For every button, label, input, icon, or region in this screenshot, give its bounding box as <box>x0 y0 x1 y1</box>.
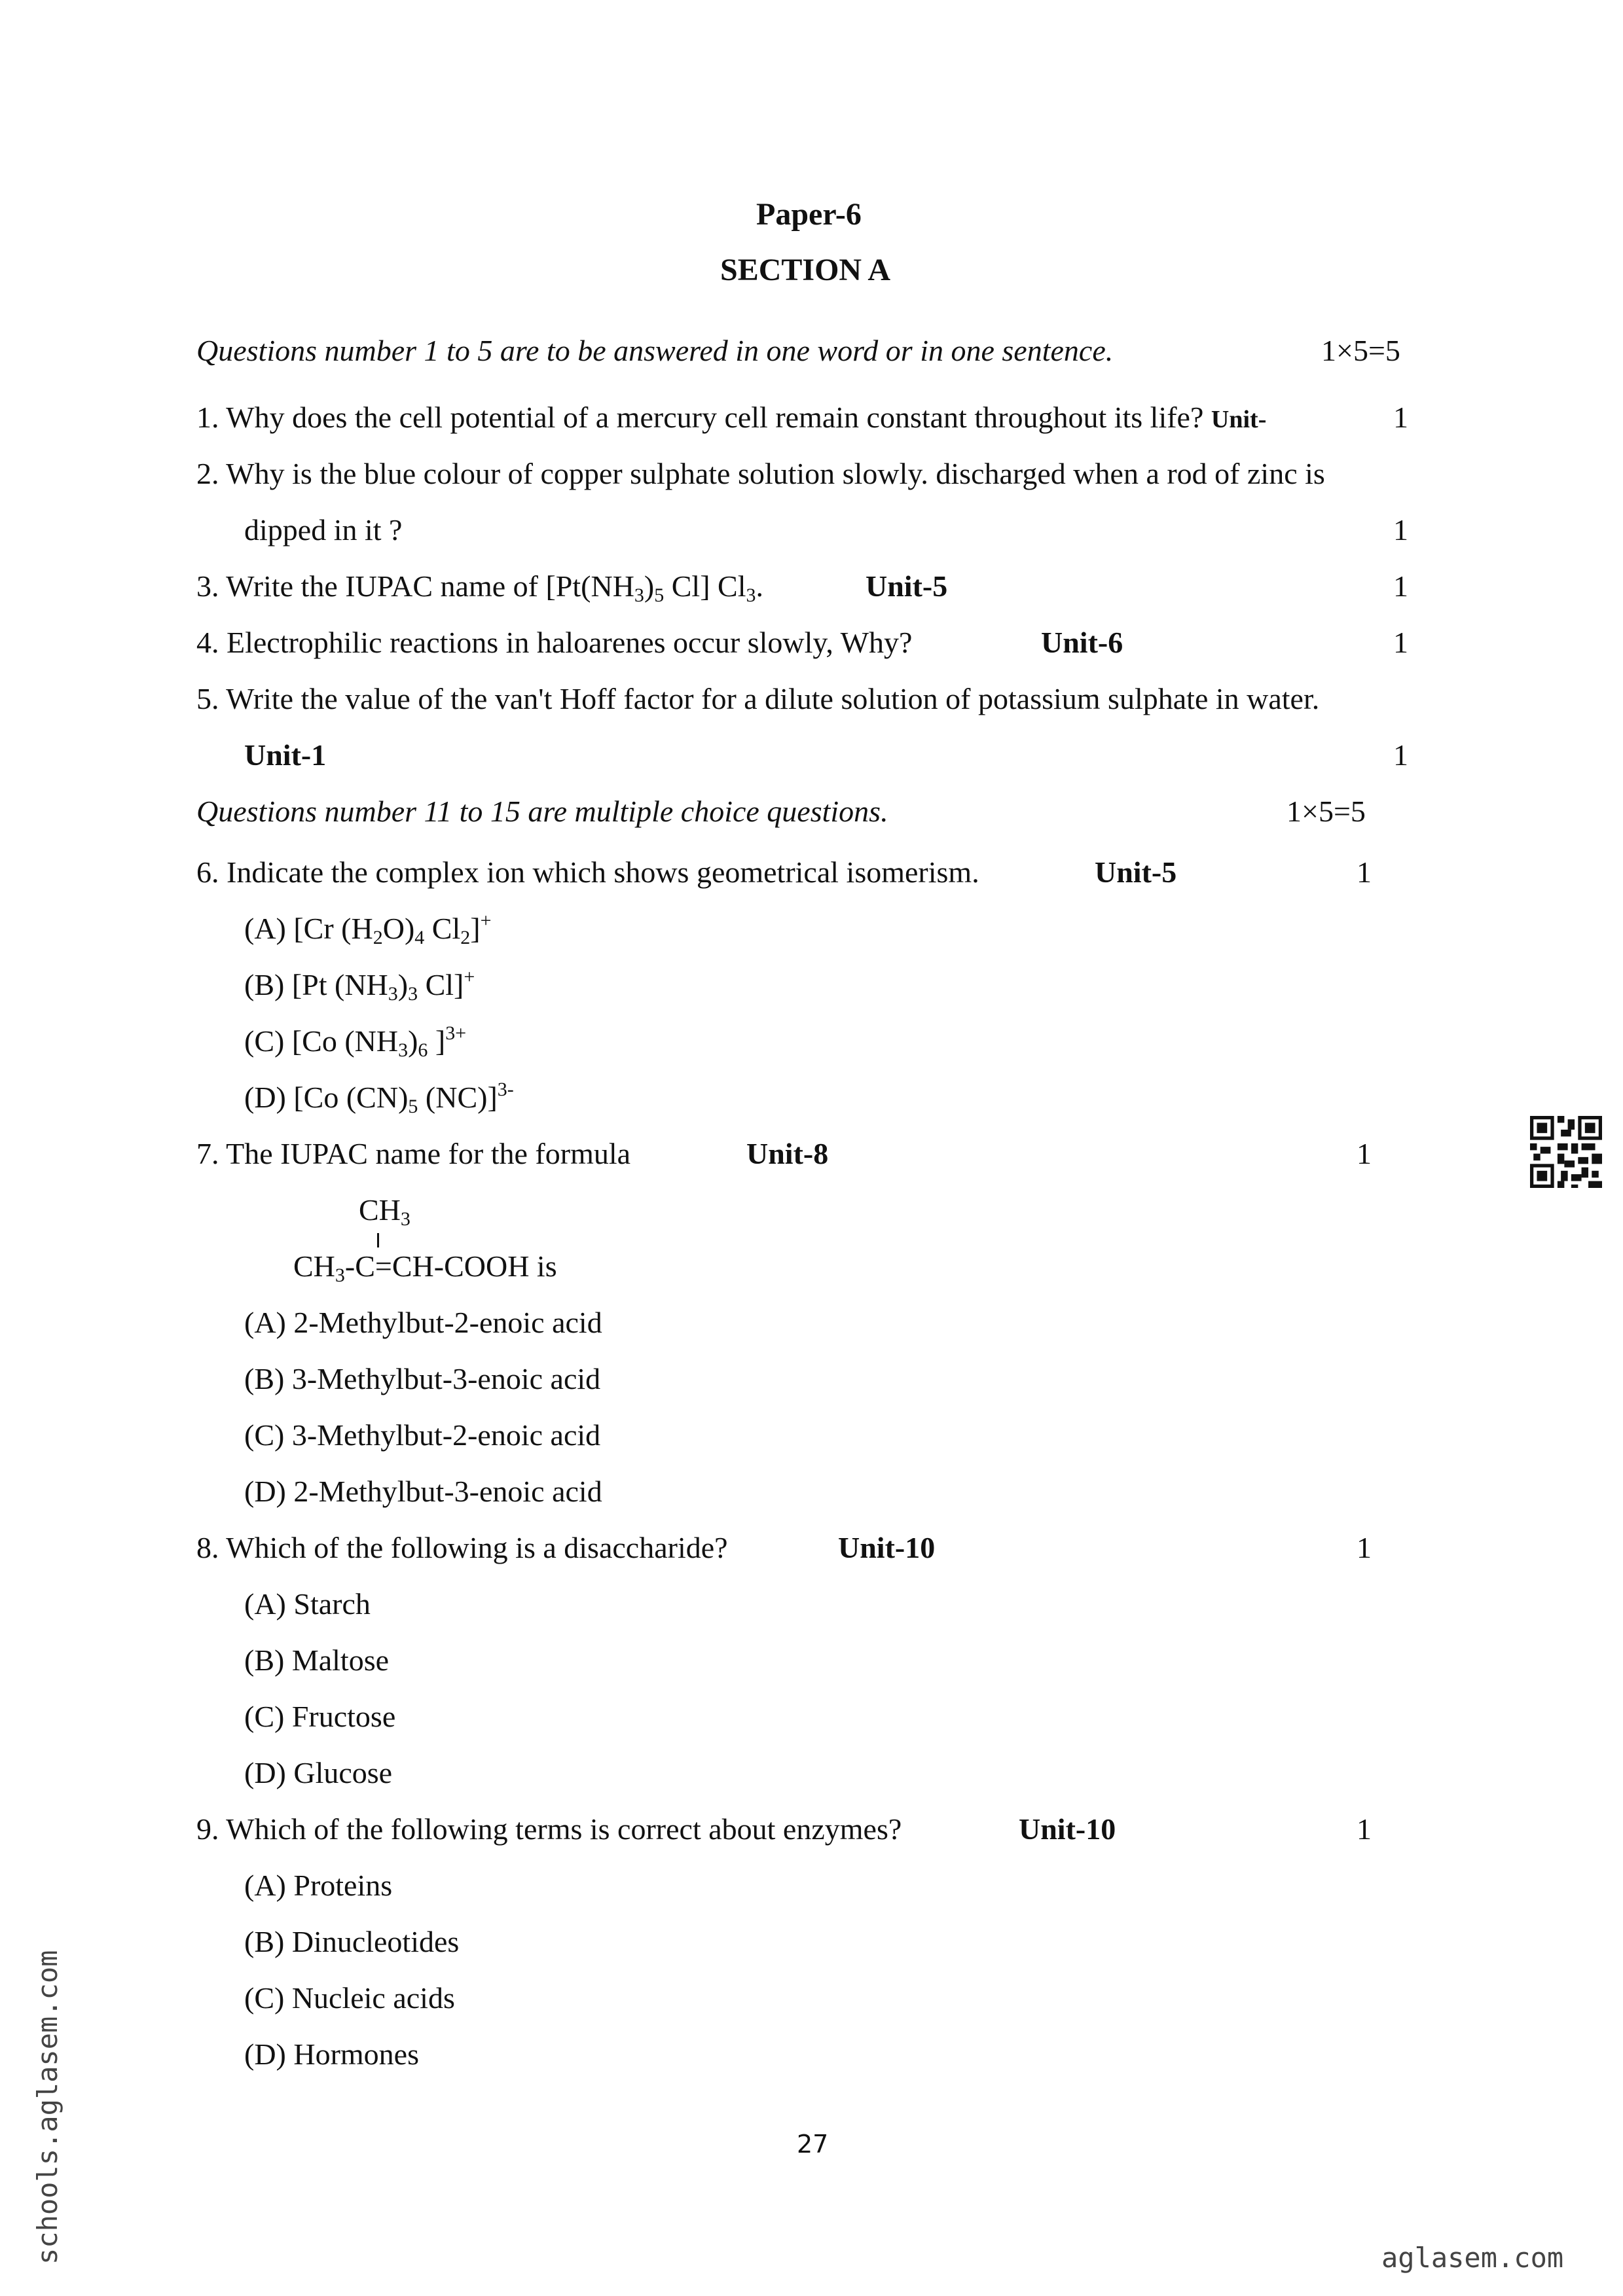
q6a-text-2: O) <box>382 912 415 945</box>
question-3-marks: 1 <box>1393 569 1408 603</box>
question-4: 4. Electrophilic reactions in haloarenes occur slowly, Why? <box>196 626 913 659</box>
formula-chain-sub: 3 <box>335 1265 345 1286</box>
q6b-sup: + <box>464 966 475 988</box>
question-6-unit: Unit-5 <box>1095 855 1177 889</box>
q6a-sup: + <box>480 910 492 931</box>
q6c-text-1: (C) [Co (NH <box>244 1024 399 1058</box>
q6c-sub-2: 6 <box>418 1039 428 1061</box>
page-number: 27 <box>797 2130 829 2159</box>
section-title: SECTION A <box>720 253 891 287</box>
question-9-option-b: (B) Dinucleotides <box>244 1925 460 1958</box>
question-7-option-d: (D) 2-Methylbut-3-enoic acid <box>244 1475 602 1508</box>
q6d-sub-1: 5 <box>408 1096 418 1117</box>
question-3-text-c: Cl] Cl <box>664 569 746 603</box>
question-7-option-a: (A) 2-Methylbut-2-enoic acid <box>244 1306 602 1339</box>
question-2-line2: dipped in it ? <box>244 513 403 547</box>
q6a-sub-1: 2 <box>373 927 383 948</box>
question-6: 6. Indicate the complex ion which shows geometrical isomerism. <box>196 855 979 889</box>
instruction-2-marks: 1×5=5 <box>1286 795 1366 828</box>
question-3-sub-2: 5 <box>654 584 665 606</box>
question-9-marks: 1 <box>1357 1812 1372 1846</box>
q6b-text-1: (B) [Pt (NH <box>244 968 388 1001</box>
question-7-option-b: (B) 3-Methylbut-3-enoic acid <box>244 1362 601 1395</box>
question-3-unit: Unit-5 <box>866 569 948 603</box>
question-5-unit: Unit-1 <box>244 738 327 772</box>
question-8-unit: Unit-10 <box>838 1531 936 1564</box>
formula-chain-text-2: -C=CH-COOH is <box>344 1249 557 1283</box>
question-9-option-c: (C) Nucleic acids <box>244 1981 455 2015</box>
question-1 <box>196 399 1266 438</box>
question-9-option-d: (D) Hormones <box>244 2037 419 2071</box>
question-3-text-d: . <box>756 569 763 603</box>
q6c-text-2: ) <box>408 1024 418 1058</box>
question-9-unit: Unit-10 <box>1019 1812 1116 1846</box>
question-4-unit: Unit-6 <box>1041 626 1123 659</box>
q6a-text-3: Cl <box>424 912 461 945</box>
question-8: 8. Which of the following is a disaccharide? <box>196 1531 728 1564</box>
formula-chain-text-1: CH <box>293 1249 335 1283</box>
question-7-option-c: (C) 3-Methylbut-2-enoic acid <box>244 1418 601 1452</box>
question-6-option-d <box>244 1079 514 1116</box>
formula-chain <box>293 1248 557 1285</box>
question-3-sub-1: 3 <box>634 584 644 606</box>
question-3-text-a: 3. Write the IUPAC name of [Pt(NH <box>196 569 634 603</box>
q6c-sup: 3+ <box>445 1022 467 1044</box>
corner-watermark: aglasem.com <box>1381 2242 1564 2274</box>
q6b-sub-1: 3 <box>388 983 398 1005</box>
question-9: 9. Which of the following terms is correct about enzymes? <box>196 1812 902 1846</box>
question-3-sub-3: 3 <box>746 584 756 606</box>
q6b-sub-2: 3 <box>408 983 418 1005</box>
question-5-marks: 1 <box>1393 738 1408 772</box>
instruction-2: Questions number 11 to 15 are multiple choice questions. <box>196 795 888 828</box>
question-6-option-b <box>244 967 475 1003</box>
question-1-marks: 1 <box>1393 401 1408 434</box>
q6b-text-3: Cl] <box>418 968 464 1001</box>
question-6-option-c <box>244 1023 466 1060</box>
qr-code-icon <box>1530 1116 1602 1188</box>
question-8-marks: 1 <box>1357 1531 1372 1564</box>
question-7-marks: 1 <box>1357 1137 1372 1170</box>
formula-top-sub: 3 <box>400 1208 410 1230</box>
question-2-line1: 2. Why is the blue colour of copper sulphate solution slowly. discharged when a rod of zinc is <box>196 457 1325 490</box>
question-8-option-d: (D) Glucose <box>244 1756 393 1789</box>
instruction-1-marks: 1×5=5 <box>1321 334 1400 367</box>
question-1-text: 1. Why does the cell potential of a mercury cell remain constant throughout its life? <box>196 401 1204 434</box>
question-2-marks: 1 <box>1393 513 1408 547</box>
question-7-unit: Unit-8 <box>746 1137 829 1170</box>
question-3 <box>196 568 763 605</box>
q6a-sub-2: 4 <box>414 927 425 948</box>
formula-methyl-group <box>359 1192 410 1229</box>
q6a-text-1: (A) [Cr (H <box>244 912 373 945</box>
question-7: 7. The IUPAC name for the formula <box>196 1137 631 1170</box>
formula-bond-line <box>377 1233 379 1247</box>
question-3-text-b: ) <box>644 569 655 603</box>
paper-title: Paper-6 <box>756 197 862 232</box>
question-1-unit: Unit- <box>1211 406 1267 433</box>
question-6-marks: 1 <box>1357 855 1372 889</box>
question-6-option-a <box>244 910 491 947</box>
question-8-option-a: (A) Starch <box>244 1587 371 1621</box>
instruction-1: Questions number 1 to 5 are to be answered in one word or in one sentence. <box>196 334 1114 367</box>
q6d-text-2: (NC)] <box>418 1081 498 1114</box>
q6d-text-1: (D) [Co (CN) <box>244 1081 409 1114</box>
question-5: 5. Write the value of the van't Hoff factor for a dilute solution of potassium sulphate in water. <box>196 682 1320 715</box>
q6b-text-2: ) <box>397 968 409 1001</box>
q6a-text-4: ] <box>470 912 481 945</box>
question-8-option-c: (C) Fructose <box>244 1700 396 1733</box>
q6c-sub-1: 3 <box>398 1039 409 1061</box>
question-8-option-b: (B) Maltose <box>244 1643 390 1677</box>
side-watermark: schools.aglasem.com <box>31 1950 64 2265</box>
question-4-marks: 1 <box>1393 626 1408 659</box>
q6a-sub-3: 2 <box>460 927 471 948</box>
q6d-sup: 3- <box>497 1079 514 1100</box>
formula-top-text: CH <box>359 1193 401 1227</box>
question-9-option-a: (A) Proteins <box>244 1869 393 1902</box>
q6c-text-3: ] <box>428 1024 446 1058</box>
